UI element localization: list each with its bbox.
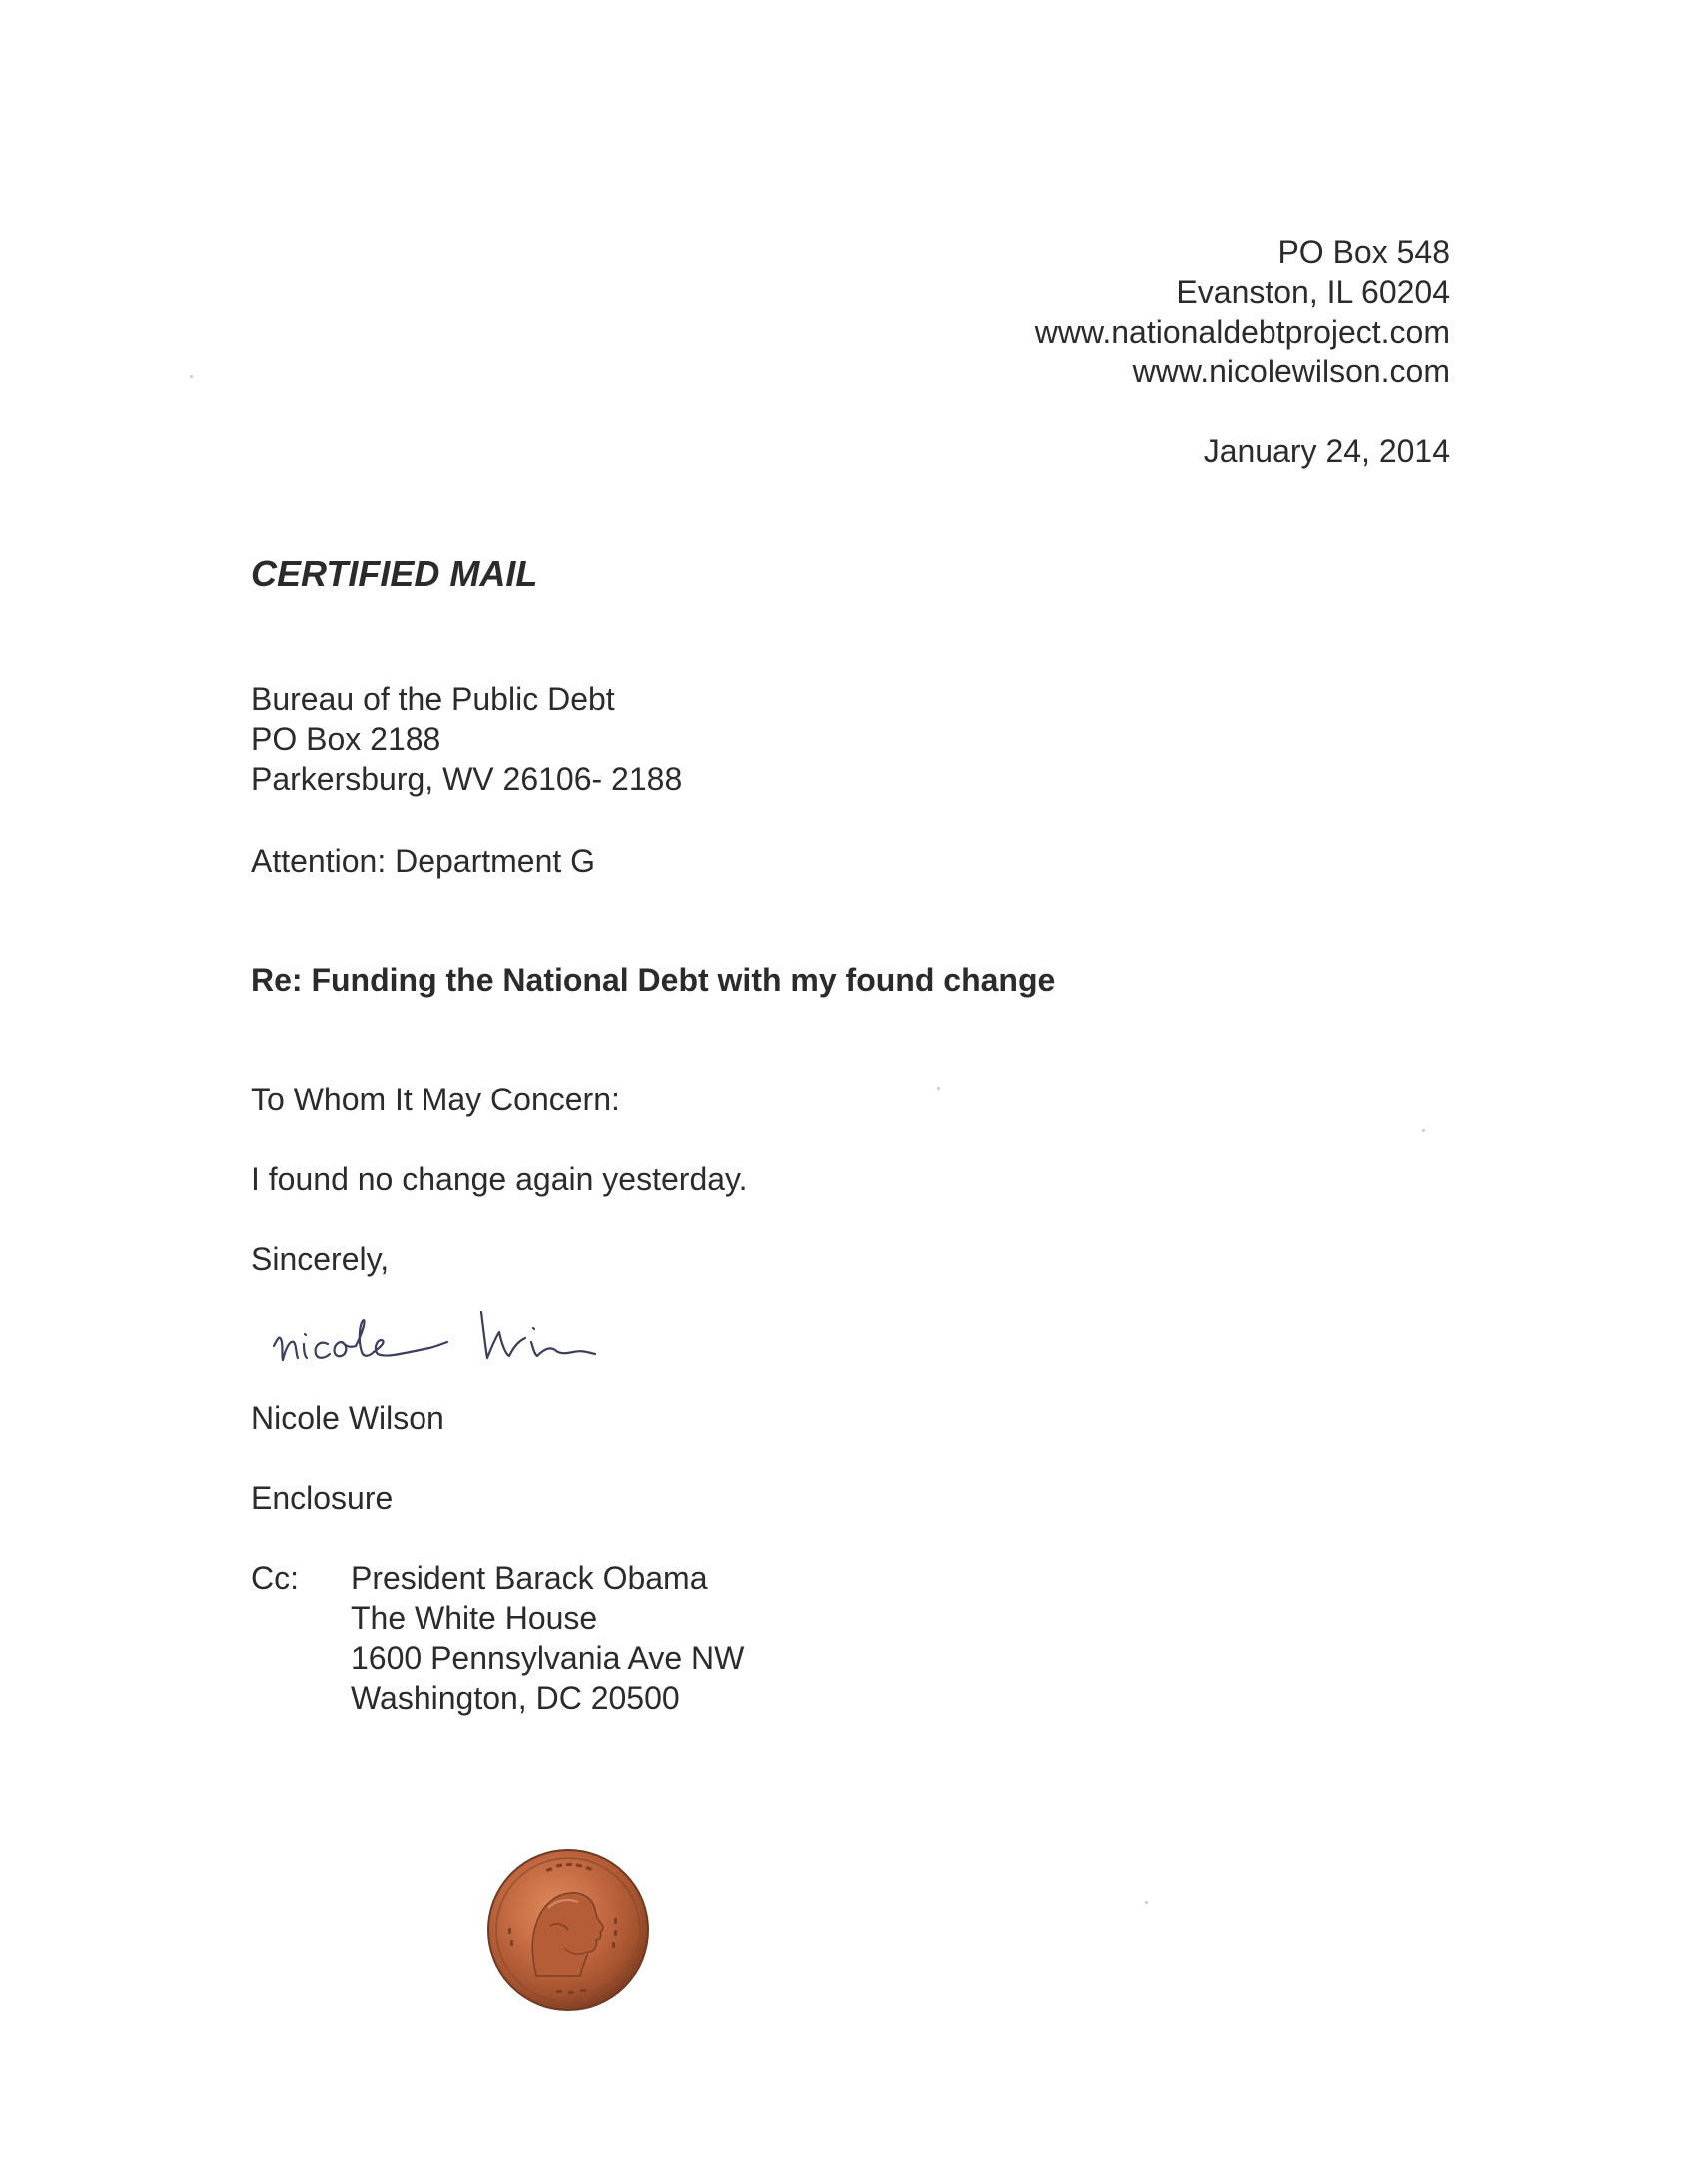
closing: Sincerely,: [251, 1241, 390, 1277]
cc-city: Washington, DC 20500: [351, 1680, 680, 1716]
sender-po-box: PO Box 548: [1277, 234, 1450, 270]
recipient-city: Parkersburg, WV 26106- 2188: [251, 761, 683, 797]
handwritten-signature: [270, 1288, 649, 1378]
sender-website-2: www.nicolewilson.com: [1132, 354, 1450, 389]
recipient-po-box: PO Box 2188: [251, 721, 441, 757]
sender-website-1: www.nationaldebtproject.com: [1034, 314, 1450, 350]
cc-building: The White House: [351, 1600, 598, 1636]
enclosure-note: Enclosure: [251, 1480, 394, 1516]
penny-coin-image: [486, 1848, 650, 2012]
subject-line: Re: Funding the National Debt with my found change: [251, 962, 1056, 998]
recipient-address: [251, 679, 682, 799]
sender-city: Evanston, IL 60204: [1176, 274, 1450, 310]
scan-speck: [190, 375, 193, 378]
recipient-name: Bureau of the Public Debt: [251, 681, 615, 717]
cc-street: 1600 Pennsylvania Ave NW: [351, 1640, 745, 1676]
cc-name: President Barack Obama: [351, 1560, 708, 1596]
sender-address: [1035, 232, 1450, 391]
scan-speck: [937, 1087, 940, 1090]
cc-address: [351, 1558, 744, 1718]
attention-line: Attention: Department G: [251, 843, 596, 879]
letter-date: January 24, 2014: [1203, 433, 1450, 469]
salutation: To Whom It May Concern:: [251, 1082, 620, 1117]
certified-mail-heading: CERTIFIED MAIL: [251, 553, 538, 594]
scan-speck: [1422, 1129, 1425, 1132]
signer-name: Nicole Wilson: [251, 1400, 444, 1436]
scan-speck: [1145, 1901, 1148, 1904]
cc-label: Cc:: [251, 1560, 299, 1596]
letter-body: I found no change again yesterday.: [251, 1161, 748, 1197]
